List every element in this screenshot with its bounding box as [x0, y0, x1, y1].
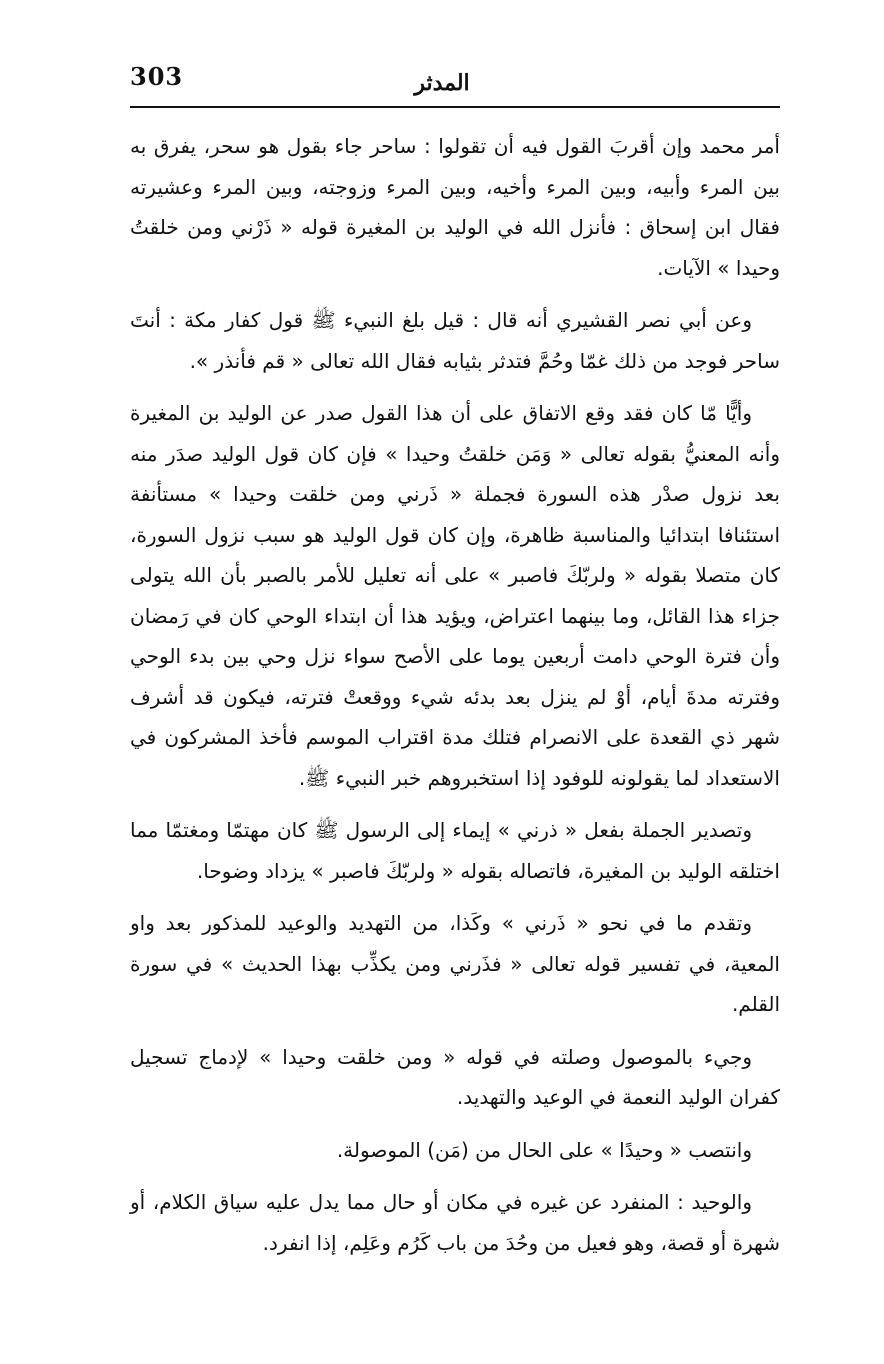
paragraph: أمر محمد وإن أقربَ القول فيه أن تقولوا : ساحر جاء بقول هو سحر، يفرق به بين المرء وأبيه، وبين المرء وأخيه، وبين المرء وزوجته، وبين المرء وعشيرته فقال ابن إسحاق : فأنزل الله في الوليد بن المغيرة قوله « ذَرْني ومن خلقتُ وحيدا » الآيات.: [130, 134, 780, 280]
paragraph: وانتصب « وحيدًا » على الحال من (مَن) الموصولة.: [336, 1137, 752, 1162]
paragraph: وأيًّا مّا كان فقد وقع الاتفاق على أن هذا القول صدر عن الوليد بن المغيرة وأنه المعنيُّ بقوله تعالى « وَمَن خلقتُ وحيدا » فإن كان قول الوليد صدَر منه بعد نزول صدْر هذه السورة فجملة « ذَرني ومن خلقت وحيدا » مستأنفة استئنافا ابتدائيا والمناسبة ظاهرة، وإن كان قول الوليد هو سبب نزول السورة، كان متصلا بقوله « ولربّكَ فاصبر » على أنه تعليل للأمر بالصبر بأن الله يتولى جزاء هذا القائل، وما بينهما اعتراض، ويؤيد هذا أن ابتداء الوحي كان في رَمضان وأن فترة الوحي دامت أربعين يوما على الأصح سواء نزل وحي بين بدء الوحي وفترته مدةَ أيام، أوْ لم ينزل بعد بدئه شيء ووقعتْ فترته، فيكون قد أشرف شهر ذي القعدة على الانصرام فتلك مدة اقتراب الموسم فأخذ المشركون في الاستعداد لما يقولونه للوفود إذا استخبروهم خبر النبيء ﷺ.: [130, 401, 780, 790]
paragraph: والوحيد : المنفرد عن غيره في مكان أو حال مما يدل عليه سياق الكلام، أو شهرة أو قصة، وهو فعيل من وحُدَ من باب كَرُم وعَلِم، إذا انفرد.: [130, 1190, 780, 1255]
paragraph: وجيء بالموصول وصلته في قوله « ومن خلقت وحيدا » لإدماج تسجيل كفران الوليد النعمة في الوعيد والتهديد.: [130, 1044, 780, 1109]
page-number: 303: [130, 62, 184, 91]
running-head: المدثر: [414, 70, 470, 96]
paragraph: وتصدير الجملة بفعل « ذرني » إيماء إلى الرسول ﷺ كان مهتمّا ومغتمّا مما اختلقه الوليد بن المغيرة، فاتصاله بقوله « ولربّكَ فاصبر » يزداد وضوحا.: [130, 818, 780, 883]
paragraph: وعن أبي نصر القشيري أنه قال : قيل بلغ النبيء ﷺ قول كفار مكة : أنتَ ساحر فوجد من ذلك غمّا وحُمَّ فتدثر بثيابه فقال الله تعالى « قم فأنذر ».: [130, 308, 780, 373]
body-text: [130, 126, 780, 1275]
paragraph: وتقدم ما في نحو « ذَرني » وكَذا، من التهديد والوعيد للمذكور بعد واو المعية، في تفسير قوله تعالى « فذَرني ومن يكذِّب بهذا الحديث » في سورة القلم.: [130, 911, 780, 1016]
header-rule: [130, 106, 780, 108]
